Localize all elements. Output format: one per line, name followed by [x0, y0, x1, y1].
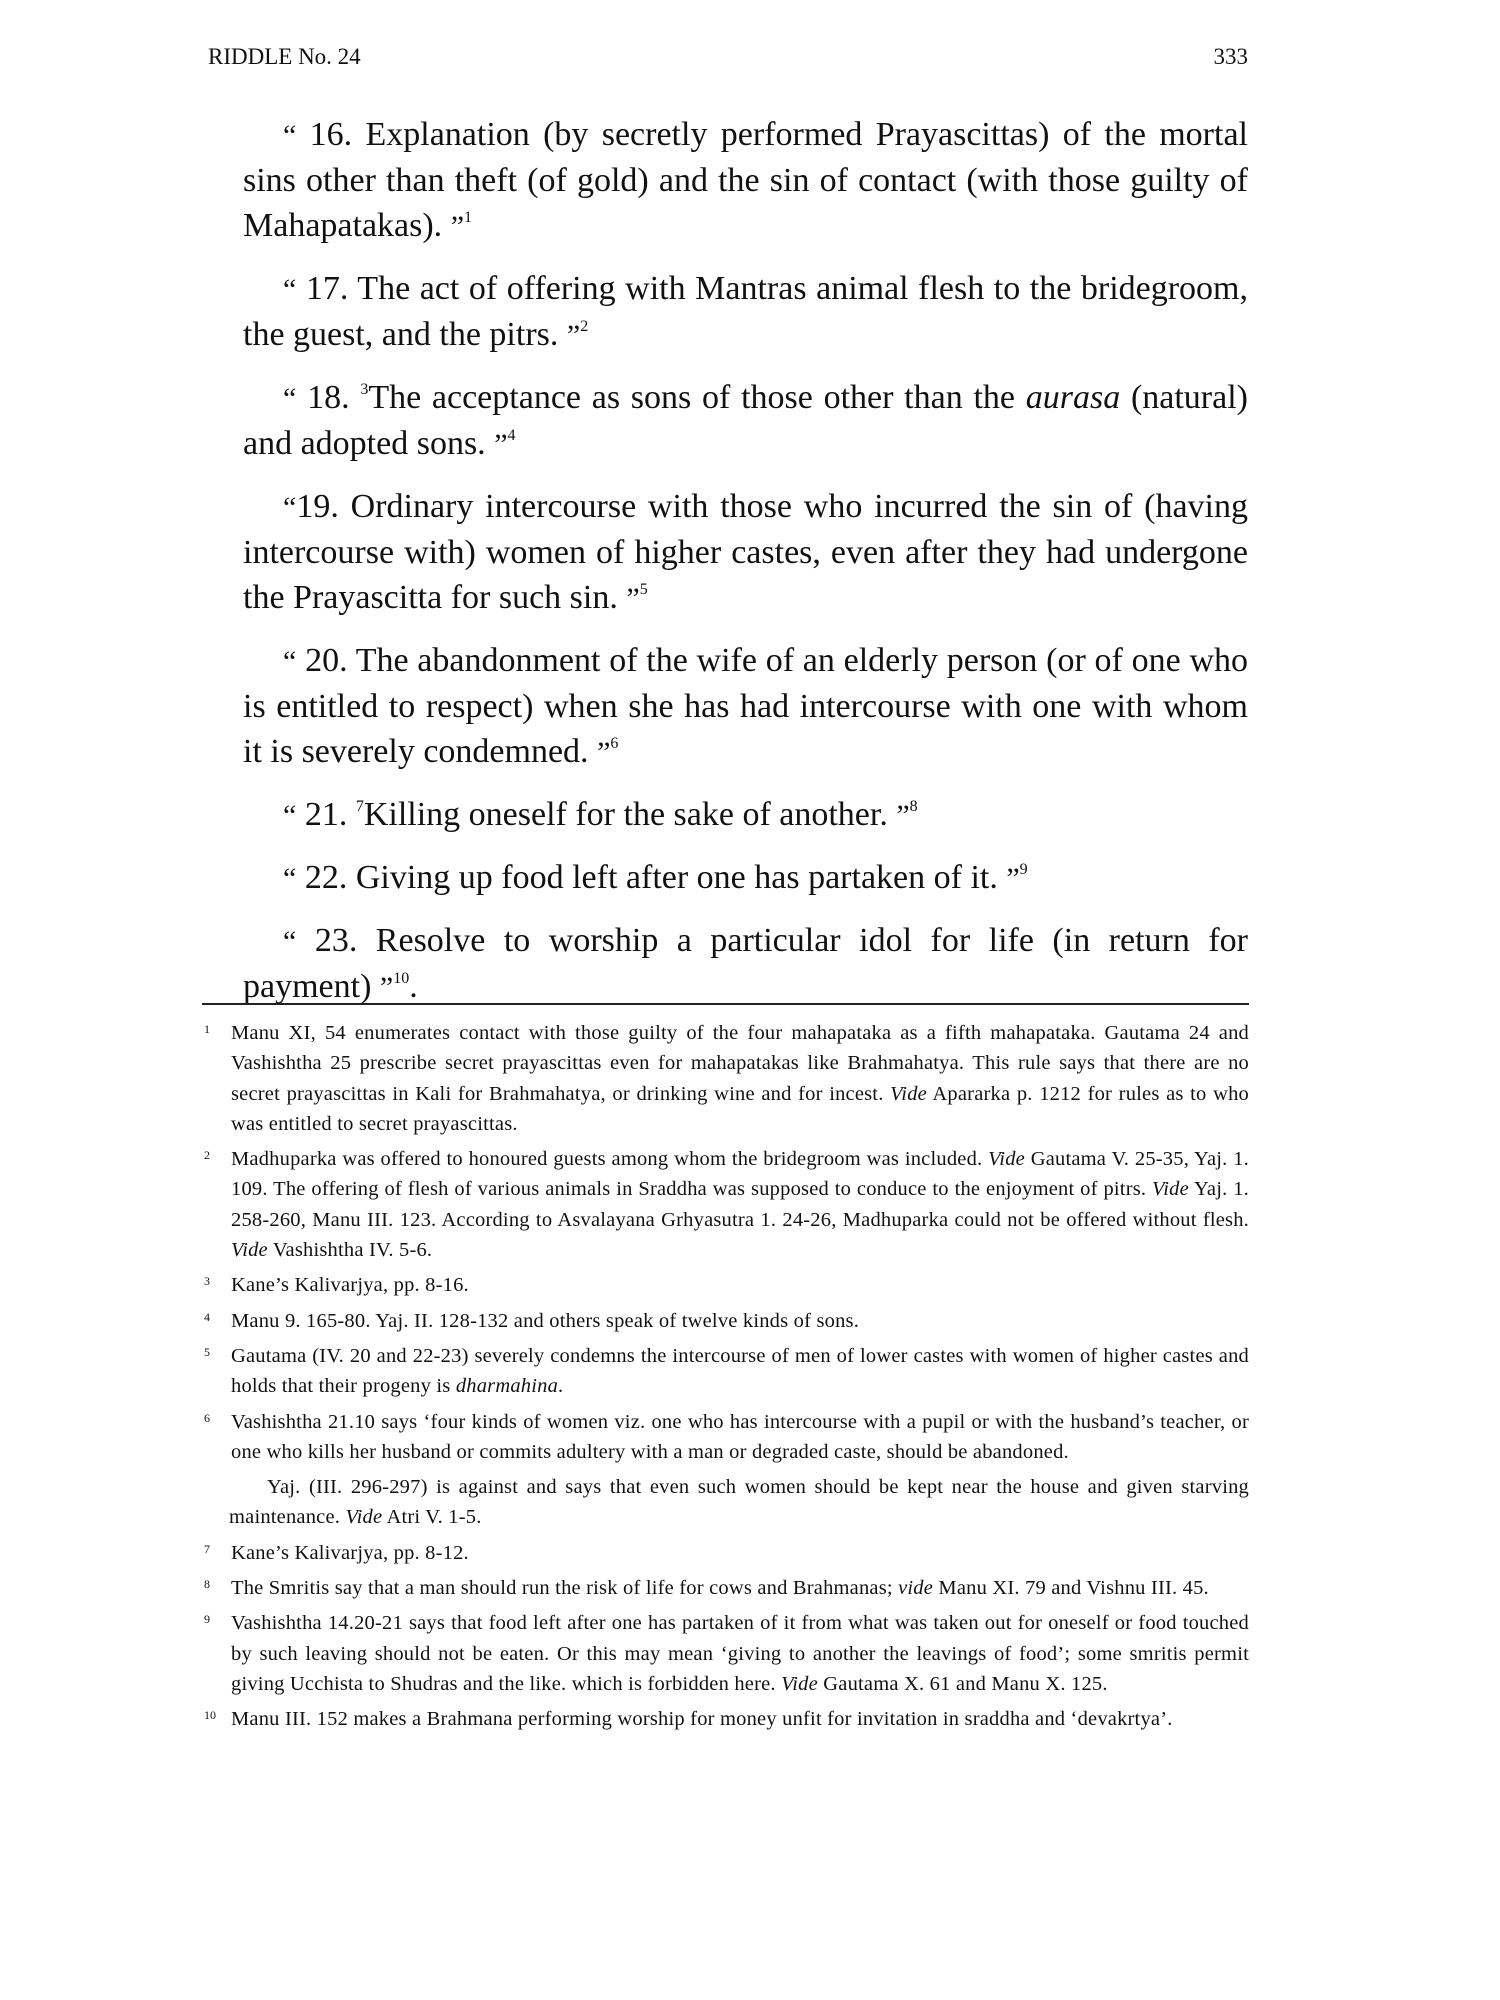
- paragraph-21: “ 21. $^7$Killing oneself for the sake of another. ”$^8$: [283, 796, 918, 833]
- footnote-4: 4 Manu 9. 165-80. Yaj. II. 128-132 and others speak of twelve kinds of sons.: [204, 1309, 860, 1332]
- paragraph-23: “ 23. Resolve to worship a particular idol for life (in return for payment) ”$^{10}$.: [243, 922, 1248, 1005]
- paragraph-17: “ 17. The act of offering with Mantras animal flesh to the bridegroom, the guest, and the pitrs. ”$^2$: [243, 270, 1248, 353]
- footnote-3: 3 Kane’s Kalivarjya, pp. 8-16.: [204, 1274, 469, 1297]
- paragraph-18: “ 18. $^3$The acceptance as sons of those other than the aurasa (natural) and adopted sons. ”$^4$: [243, 379, 1248, 462]
- page-number: 333: [1213, 44, 1248, 69]
- footnote-ref: 3: [360, 381, 369, 398]
- footnotes: [202, 1018, 1249, 1740]
- footnote-ref: 5: [639, 581, 648, 598]
- footnote-divider: [202, 1003, 1249, 1005]
- footnote-ref: 8: [909, 798, 918, 815]
- footnote-ref: 2: [580, 318, 589, 335]
- footnote-ref: 10: [393, 970, 410, 987]
- paragraph-16: “ 16. Explanation (by secretly performed Prayascittas) of the mortal sins other than theft (of gold) and the sin of contact (with those guilty of Mahapatakas). ”$^1$: [243, 116, 1248, 244]
- footnote-ref: 6: [610, 735, 619, 752]
- footnote-1: 1 Manu XI, 54 enumerates contact with those guilty of the four mahapataka as a fifth mahapataka. Gautama 24 and Vashishtha 25 prescribe secret prayascittas even for mahapatakas like Brahmahatya. This rule says that there are no secret prayascittas in Kali for Brahmahatya, or drinking wine and for incest. Vide Apararka p. 1212 for rules as to who was entitled to secret prayascittas.: [204, 1022, 1249, 1135]
- footnote-8: 8 The Smritis say that a man should run the risk of life for cows and Brahmanas; vide Manu XI. 79 and Vishnu III. 45.: [204, 1577, 1209, 1600]
- footnote-ref: 4: [507, 427, 516, 444]
- main-text: [243, 112, 1248, 1027]
- paragraph-22: “ 22. Giving up food left after one has partaken of it. ”$^9$: [283, 859, 1028, 896]
- footnote-10: 10 Manu III. 152 makes a Brahmana performing worship for money unfit for invitation in sraddha and ‘devakrtya’.: [204, 1708, 1173, 1731]
- footnote-6-continuation: Yaj. (III. 296-297) is against and says that even such women should be kept near the house and given starving maintenance. Vide Atri V. 1-5.: [229, 1476, 1249, 1529]
- paragraph-20: “ 20. The abandonment of the wife of an elderly person (or of one who is entitled to respect) when she has had intercourse with one with whom it is severely condemned. ”$^6$: [243, 642, 1248, 770]
- footnote-9: 9 Vashishtha 14.20-21 says that food left after one has partaken of it from what was taken out for oneself or food touched by such leaving should not be eaten. Or this may mean ‘giving to another the leavings of food’; some smritis permit giving Ucchista to Shudras and the like. which is forbidden here. Vide Gautama X. 61 and Manu X. 125.: [204, 1612, 1249, 1695]
- footnote-6: 6 Vashishtha 21.10 says ‘four kinds of women viz. one who has intercourse with a pupil or with the husband’s teacher, or one who kills her husband or commits adultery with a man or degraded caste, should be abandoned.: [204, 1410, 1249, 1463]
- footnote-ref: 7: [355, 798, 364, 815]
- footnote-ref: 1: [464, 209, 473, 226]
- footnote-2: 2 Madhuparka was offered to honoured guests among whom the bridegroom was included. Vide Gautama V. 25-35, Yaj. 1. 109. The offering of flesh of various animals in Sraddha was supposed to conduce to the enjoyment of pitrs. Vide Yaj. 1. 258-260, Manu III. 123. According to Asvalayana Grhyasutra 1. 24-26, Madhuparka could not be offered without flesh. Vide Vashishtha IV. 5-6.: [204, 1148, 1249, 1262]
- footnote-7: 7 Kane’s Kalivarjya, pp. 8-12.: [204, 1541, 469, 1564]
- footnote-ref: 9: [1019, 861, 1028, 878]
- paragraph-19: “19. Ordinary intercourse with those who incurred the sin of (having intercourse with) women of higher castes, even after they had undergone the Prayascitta for such sin. ”$^5$: [243, 488, 1248, 616]
- running-head: [208, 44, 1248, 70]
- running-title: RIDDLE No. 24: [208, 44, 361, 69]
- footnote-5: 5 Gautama (IV. 20 and 22-23) severely condemns the intercourse of men of lower castes with women of higher castes and holds that their progeny is dharmahina.: [204, 1344, 1249, 1398]
